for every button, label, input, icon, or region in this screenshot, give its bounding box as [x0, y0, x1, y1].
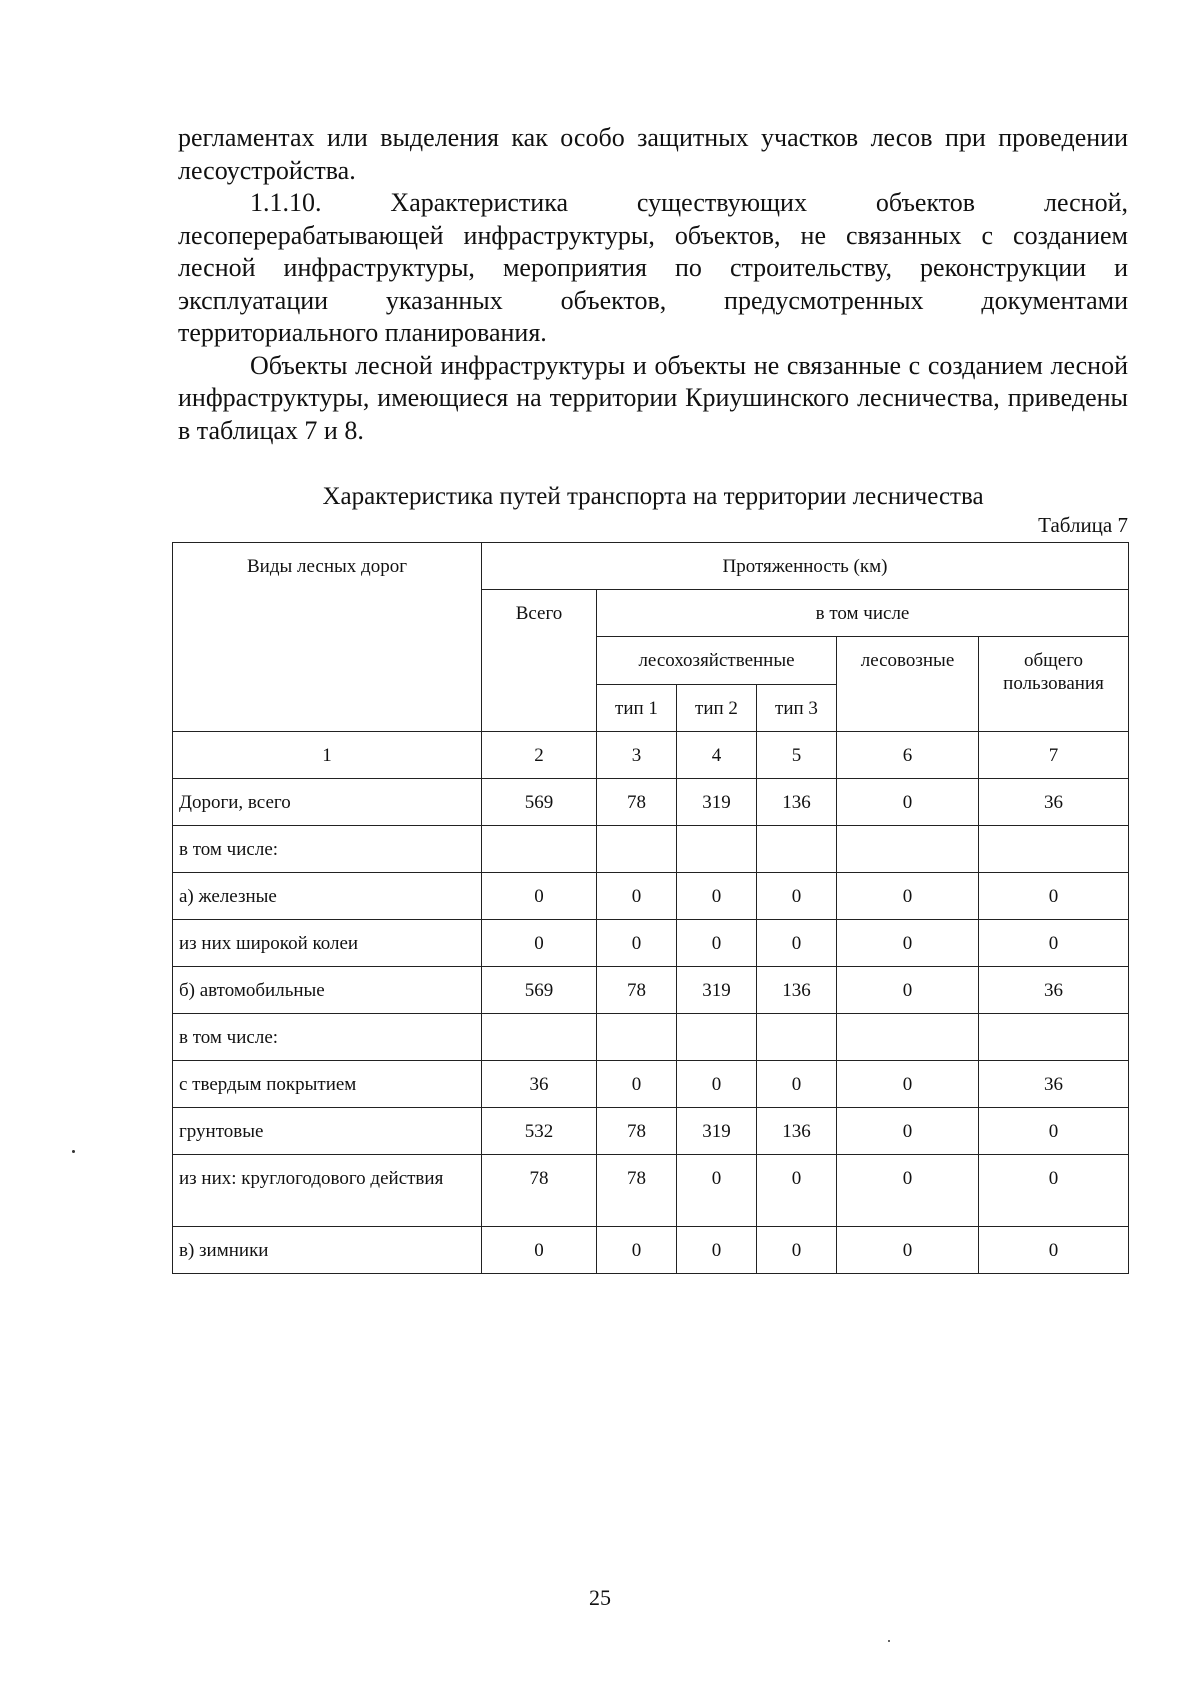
row-label: Дороги, всего [173, 779, 482, 826]
table-row [173, 1227, 1129, 1274]
row-label: из них широкой колеи [173, 920, 482, 967]
row-label: с твердым покрытием [173, 1061, 482, 1108]
cell-value: 0 [979, 1227, 1129, 1274]
cell-value: 0 [837, 1061, 979, 1108]
table-row [173, 1061, 1129, 1108]
row-label: б) автомобильные [173, 967, 482, 1014]
table-row [173, 920, 1129, 967]
cell-value: 0 [677, 1227, 757, 1274]
cell-value: 0 [597, 873, 677, 920]
cell-value: 0 [597, 1061, 677, 1108]
roads-table [172, 542, 1129, 1274]
cell-value: 0 [597, 920, 677, 967]
cell-value: 36 [979, 967, 1129, 1014]
cell-value [979, 826, 1129, 873]
column-number: 1 [173, 732, 482, 779]
cell-value: 0 [837, 873, 979, 920]
column-number: 4 [677, 732, 757, 779]
header-length: Протяженность (км) [482, 543, 1129, 590]
cell-value [677, 826, 757, 873]
header-forest-mgmt: лесохозяйственные [597, 637, 837, 685]
row-label: в том числе: [173, 826, 482, 873]
cell-value [482, 826, 597, 873]
cell-value: 0 [677, 1061, 757, 1108]
cell-value: 36 [482, 1061, 597, 1108]
row-label: а) железные [173, 873, 482, 920]
cell-value: 0 [837, 967, 979, 1014]
cell-value: 0 [757, 873, 837, 920]
cell-value: 0 [757, 1155, 837, 1227]
cell-value: 0 [677, 920, 757, 967]
column-number: 6 [837, 732, 979, 779]
paragraph-objects: Объекты лесной инфраструктуры и объекты не связанные с созданием лесной инфраструктуры, имеющиеся на территории Криушинского лесничества, приведены в таблицах 7 и 8. [178, 350, 1128, 445]
cell-value: 0 [979, 920, 1129, 967]
cell-value: 0 [979, 1108, 1129, 1155]
cell-value [837, 1014, 979, 1061]
cell-value [597, 826, 677, 873]
cell-value: 36 [979, 779, 1129, 826]
header-type2: тип 2 [677, 685, 757, 732]
row-label: в) зимники [173, 1227, 482, 1274]
header-road-types: Виды лесных дорог [173, 543, 482, 732]
table-row [173, 826, 1129, 873]
table-title: Характеристика путей транспорта на территории лесничества [322, 483, 984, 510]
cell-value: 0 [837, 920, 979, 967]
table-row [173, 1108, 1129, 1155]
page-number: 25 [589, 1585, 611, 1610]
body-text [178, 122, 1128, 447]
row-label: в том числе: [173, 1014, 482, 1061]
paragraph-continuation: регламентах или выделения как особо защитных участков лесов при проведении лесоустройства. [178, 123, 1128, 185]
cell-value: 136 [757, 1108, 837, 1155]
header-total: Всего [482, 590, 597, 732]
cell-value: 0 [757, 1061, 837, 1108]
table-row [173, 1155, 1129, 1227]
cell-value: 0 [677, 873, 757, 920]
cell-value: 36 [979, 1061, 1129, 1108]
cell-value: 0 [837, 1227, 979, 1274]
cell-value [482, 1014, 597, 1061]
cell-value [757, 1014, 837, 1061]
cell-value [757, 826, 837, 873]
cell-value: 0 [757, 1227, 837, 1274]
cell-value: 78 [482, 1155, 597, 1227]
cell-value [837, 826, 979, 873]
cell-value: 0 [677, 1155, 757, 1227]
scan-speck [72, 1150, 75, 1153]
cell-value: 136 [757, 967, 837, 1014]
column-number: 2 [482, 732, 597, 779]
column-number: 5 [757, 732, 837, 779]
cell-value [677, 1014, 757, 1061]
cell-value [597, 1014, 677, 1061]
cell-value: 532 [482, 1108, 597, 1155]
column-number: 3 [597, 732, 677, 779]
cell-value: 78 [597, 779, 677, 826]
cell-value: 319 [677, 1108, 757, 1155]
cell-value: 0 [979, 873, 1129, 920]
cell-value: 319 [677, 967, 757, 1014]
table-row [173, 779, 1129, 826]
header-public-use: общего пользования [979, 637, 1129, 732]
header-type1: тип 1 [597, 685, 677, 732]
column-number-row [173, 732, 1129, 779]
scan-speck [888, 1640, 890, 1642]
header-type3: тип 3 [757, 685, 837, 732]
cell-value: 0 [837, 779, 979, 826]
cell-value: 0 [837, 1108, 979, 1155]
table-label: Таблица 7 [1038, 513, 1128, 537]
cell-value: 78 [597, 967, 677, 1014]
table-row [173, 967, 1129, 1014]
table-row [173, 1014, 1129, 1061]
cell-value: 0 [979, 1155, 1129, 1227]
table-row [173, 873, 1129, 920]
row-label: грунтовые [173, 1108, 482, 1155]
column-number: 7 [979, 732, 1129, 779]
header-logging: лесовозные [837, 637, 979, 732]
cell-value: 78 [597, 1108, 677, 1155]
cell-value: 0 [482, 1227, 597, 1274]
cell-value: 0 [837, 1155, 979, 1227]
section-heading-paragraph: 1.1.10. Характеристика существующих объектов лесной, лесоперерабатывающей инфраструктуры, объектов, не связанных с созданием лесной инфраструктуры, мероприятия по строительству, реконструкции и эксплуатации указанных объектов, предусмотренных документами территориального планирования. [178, 188, 1128, 347]
cell-value: 0 [757, 920, 837, 967]
cell-value: 569 [482, 967, 597, 1014]
cell-value [979, 1014, 1129, 1061]
cell-value: 78 [597, 1155, 677, 1227]
cell-value: 0 [482, 920, 597, 967]
header-including: в том числе [597, 590, 1129, 637]
cell-value: 569 [482, 779, 597, 826]
cell-value: 0 [597, 1227, 677, 1274]
cell-value: 0 [482, 873, 597, 920]
row-label: из них: круглогодового действия [173, 1155, 482, 1227]
cell-value: 136 [757, 779, 837, 826]
cell-value: 319 [677, 779, 757, 826]
